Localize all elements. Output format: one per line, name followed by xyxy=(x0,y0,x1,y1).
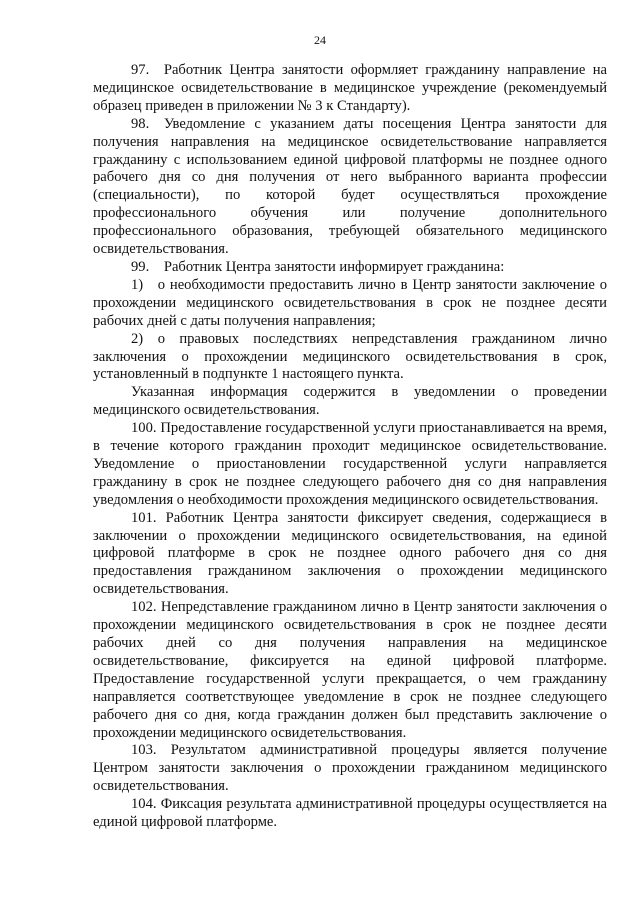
paragraph-97: 97. Работник Центра занятости оформляет гражданину направление на медицинское освидетельствование в медицинское учреждение (рекомендуемый образец приведен в приложении № 3 к Стандарту). xyxy=(93,62,607,114)
paragraph-99: 99. Работник Центра занятости информирует гражданина: xyxy=(131,258,505,275)
paragraph-103: 103. Результатом административной процедуры является получение Центром занятости заключения о прохождении гражданином медицинского освидетельствования. xyxy=(93,742,607,795)
paragraph-100: 100. Предоставление государственной услуги приостанавливается на время, в течение которого гражданин проходит медицинское освидетельствование. Уведомление о приостановлении государственной услуги направляется гражданину в срок не позднее следующего рабочего дня со дня направления уведомления о необходимости прохождения медицинского освидетельствования. xyxy=(93,420,607,508)
paragraph-104: 104. Фиксация результата административной процедуры осуществляется на единой цифровой платформе. xyxy=(93,796,607,831)
paragraph-101: 101. Работник Центра занятости фиксирует сведения, содержащиеся в заключении о прохождении медицинского освидетельствования, на единой цифровой платформе в срок не позднее одного рабочего дня со дня предоставления гражданином заключения о прохождении медицинского освидетельствования. xyxy=(93,509,607,598)
paragraph-99-note: Указанная информация содержится в уведомлении о проведении медицинского освидетельствования. xyxy=(93,384,607,419)
page-number: 24 xyxy=(314,33,326,47)
paragraph-99-item-2: 2) о правовых последствиях непредставления гражданином лично заключения о прохождении медицинского освидетельствования в срок, установленный в подпункте 1 настоящего пункта. xyxy=(93,330,607,383)
paragraph-99-item-1: 1) о необходимости предоставить лично в Центр занятости заключение о прохождении медицинского освидетельствования в срок не позднее десяти рабочих дней с даты получения направления; xyxy=(93,276,607,329)
paragraph-102: 102. Непредставление гражданином лично в Центр занятости заключения о прохождении медицинского освидетельствования в срок не позднее десяти рабочих дней со дня получения направления на медицинское освидетельствование, фиксируется на единой цифровой платформе. Предоставление государственной услуги прекращается, о чем гражданину направляется соответствующее уведомление в срок не позднее следующего рабочего дня со дня, когда гражданин должен был представить заключение о прохождении медицинского освидетельствования. xyxy=(93,599,607,741)
paragraph-98: 98. Уведомление с указанием даты посещения Центра занятости для получения направления на медицинское освидетельствование направляется гражданину с использованием единой цифровой платформы не позднее одного рабочего дня со дня получения от него выбранного варианта профессии (специальности), по которой будет осуществляться прохождение профессионального обучения или получение дополнительного профессионального образования, требующей обязательного медицинского освидетельствования. xyxy=(93,115,607,258)
document-body xyxy=(93,62,607,832)
